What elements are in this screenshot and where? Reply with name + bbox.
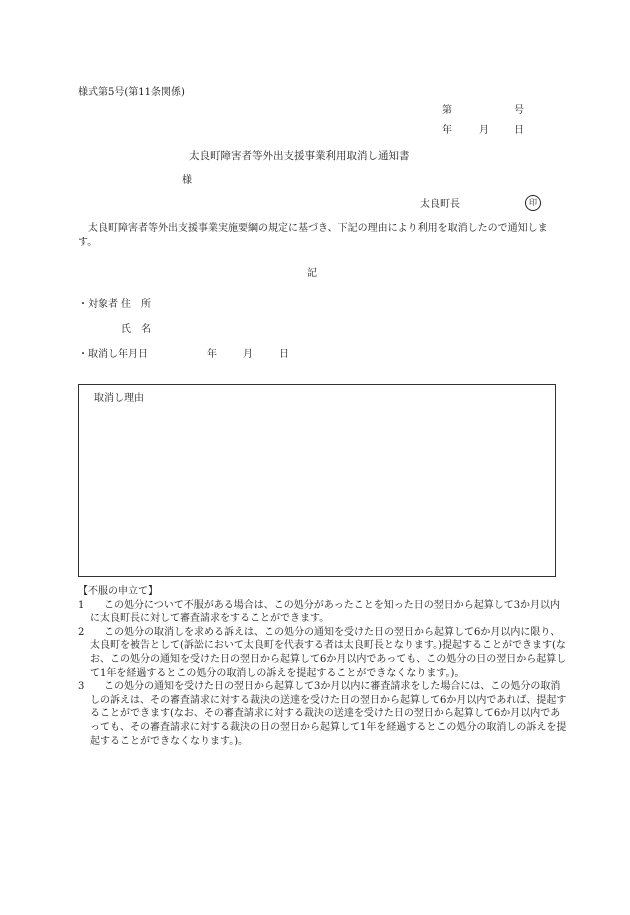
appeal-item-number: 2 bbox=[78, 626, 85, 638]
bullet: ・ bbox=[78, 299, 88, 310]
subject-label: 対象者 bbox=[88, 299, 118, 310]
reason-box bbox=[78, 384, 556, 577]
issuer: 太良町長 bbox=[420, 199, 460, 210]
reason-label: 取消し理由 bbox=[94, 393, 144, 404]
ki-heading: 記 bbox=[307, 268, 317, 279]
date-day: 日 bbox=[514, 125, 524, 136]
appeal-section bbox=[78, 585, 568, 748]
bullet: ・ bbox=[78, 349, 88, 360]
cancel-year: 年 bbox=[207, 349, 217, 360]
cancel-date-row bbox=[78, 348, 148, 361]
appeal-item-number: 1 bbox=[78, 599, 85, 611]
appeal-heading: 【不服の申立て】 bbox=[78, 586, 158, 597]
doc-number-suffix: 号 bbox=[514, 105, 524, 116]
addressee-suffix: 様 bbox=[182, 175, 192, 186]
doc-number-prefix: 第 bbox=[442, 105, 452, 116]
subject-row bbox=[78, 298, 118, 311]
appeal-item-text: この処分について不服がある場合は、この処分があったことを知った日の翌日から起算して3か月以内に太良町長に対して審査請求をすることができます。 bbox=[90, 599, 561, 625]
form-number: 様式第5号(第11条関係) bbox=[78, 87, 185, 98]
cancel-month: 月 bbox=[243, 349, 253, 360]
appeal-item bbox=[78, 599, 568, 626]
cancel-day: 日 bbox=[279, 349, 289, 360]
seal-mark: 印 bbox=[525, 195, 541, 211]
appeal-item bbox=[78, 680, 568, 748]
appeal-item bbox=[78, 626, 568, 680]
appeal-item-text: この処分の通知を受けた日の翌日から起算して3か月以内に審査請求をした場合には、この処分の取消しの訴えは、その審査請求に対する裁決の送達を受けた日の翌日から起算して6か月以内であれば、提起することができます(なお、その審査請求に対する裁決の送達を受けた日の翌日から起算して6か月以内であっても、その審査請求に対する裁決の日の翌日から起算して1年を経過するとこの処分の取消しの訴えを提起することができなくなります。)。 bbox=[90, 681, 567, 747]
appeal-item-number: 3 bbox=[78, 681, 85, 693]
date-month: 月 bbox=[479, 125, 489, 136]
appeal-item-text: この処分の取消しを求める訴えは、この処分の通知を受けた日の翌日から起算して6か月以内に限り、太良町を被告として(訴訟において太良町を代表する者は太良町長となります。)提起することができます(なお、この処分の通知を受けた日の翌日から起算して6か月以内であっても、この処分の日の翌日から起算して1年を経過するとこの処分の取消しの訴えを提起することができなくなります。)。 bbox=[90, 626, 567, 679]
body-text: 太良町障害者等外出支援事業実施要綱の規定に基づき、下記の理由により利用を取消したので通知します。 bbox=[78, 223, 548, 248]
cancel-date-label: 取消し年月日 bbox=[88, 349, 148, 360]
address-label: 住 所 bbox=[121, 299, 151, 310]
name-label: 氏 名 bbox=[121, 324, 151, 335]
date-year: 年 bbox=[442, 125, 452, 136]
document-title: 太良町障害者等外出支援事業利用取消し通知書 bbox=[189, 150, 410, 162]
